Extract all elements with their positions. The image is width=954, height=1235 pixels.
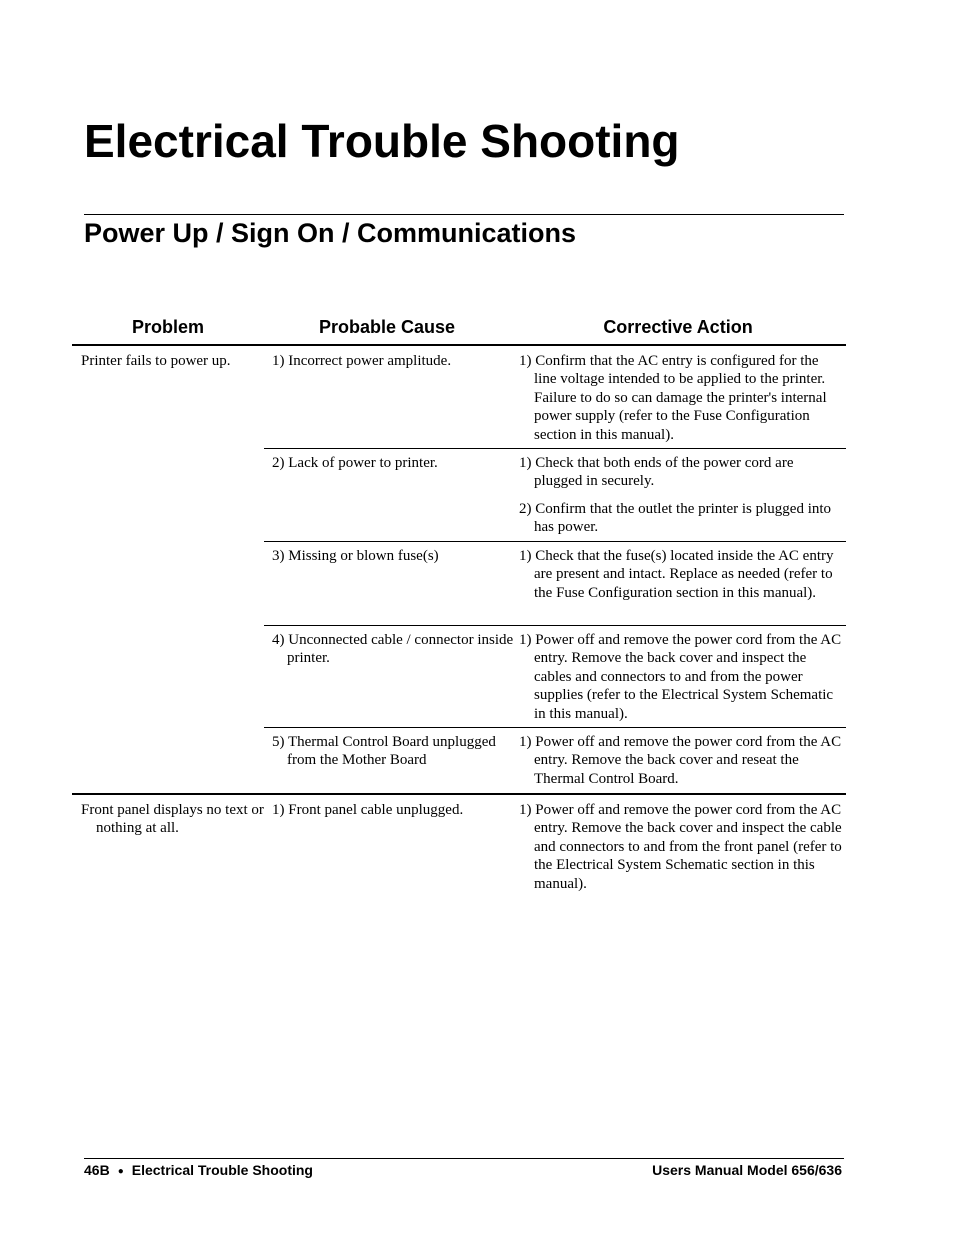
page-number: 46B <box>84 1162 110 1178</box>
probable-cause-cell: 1) Front panel cable unplugged. <box>272 802 464 818</box>
problem-group-divider <box>72 793 846 795</box>
corrective-action-step: 1) Confirm that the AC entry is configured for the line voltage intended to be applied to the printer. Failure to do so can damage the printer's internal power supply (refer to the Fuse Configuration section in this manual). <box>519 353 827 443</box>
row-divider <box>264 625 846 626</box>
corrective-action-step: 1) Power off and remove the power cord from the AC entry. Remove the back cover and inspect the cables and connectors to and from the power supplies (refer to the Electrical System Schematic in this manual). <box>519 632 842 722</box>
probable-cause-cell: 5) Thermal Control Board unplugged from the Mother Board <box>272 734 496 769</box>
probable-cause-cell: 1) Incorrect power amplitude. <box>272 353 452 369</box>
bullet-icon: ● <box>117 1166 124 1177</box>
probable-cause-cell: 3) Missing or blown fuse(s) <box>272 548 439 564</box>
corrective-action-step: 1) Power off and remove the power cord from the AC entry. Remove the back cover and reseat the Thermal Control Board. <box>519 734 842 787</box>
corrective-action-cell <box>519 352 843 444</box>
corrective-action-cell <box>519 547 843 602</box>
corrective-action-cell <box>519 631 843 723</box>
row-divider <box>264 448 846 449</box>
corrective-action-step: 1) Check that both ends of the power cord are plugged in securely. <box>519 455 794 490</box>
footer-section-name: Electrical Trouble Shooting <box>131 1162 313 1178</box>
corrective-action-step: 2) Confirm that the outlet the printer is plugged into has power. <box>519 500 832 536</box>
page-title: Electrical Trouble Shooting <box>84 115 680 167</box>
title-divider <box>84 214 844 215</box>
row-divider <box>264 727 846 728</box>
column-header-problem: Problem <box>131 317 205 337</box>
footer-divider <box>84 1158 844 1159</box>
corrective-action-cell <box>519 733 843 788</box>
corrective-action-step: 1) Power off and remove the power cord from the AC entry. Remove the back cover and inspect the cable and connectors to and from the front panel (refer to the Electrical System Schematic section in this manual). <box>519 802 842 892</box>
probable-cause-cell: 2) Lack of power to printer. <box>272 455 438 471</box>
corrective-action-cell <box>519 454 843 537</box>
probable-cause-cell: 4) Unconnected cable / connector inside printer. <box>272 632 514 667</box>
footer-left <box>84 1161 313 1181</box>
column-header-corrective-action: Corrective Action <box>603 317 753 337</box>
problem-cell: Printer fails to power up. <box>81 353 231 369</box>
row-divider <box>264 541 846 542</box>
corrective-action-step: 1) Check that the fuse(s) located inside the AC entry are present and intact. Replace as needed (refer to the Fuse Configuration section in this manual). <box>519 548 834 601</box>
footer-manual-title: Users Manual Model 656/636 <box>652 1162 842 1178</box>
section-title: Power Up / Sign On / Communications <box>84 218 577 248</box>
corrective-action-cell <box>519 801 843 893</box>
table-header-rule <box>72 344 846 346</box>
column-header-probable-cause: Probable Cause <box>318 317 456 337</box>
problem-cell: Front panel displays no text or nothing at all. <box>81 802 264 837</box>
